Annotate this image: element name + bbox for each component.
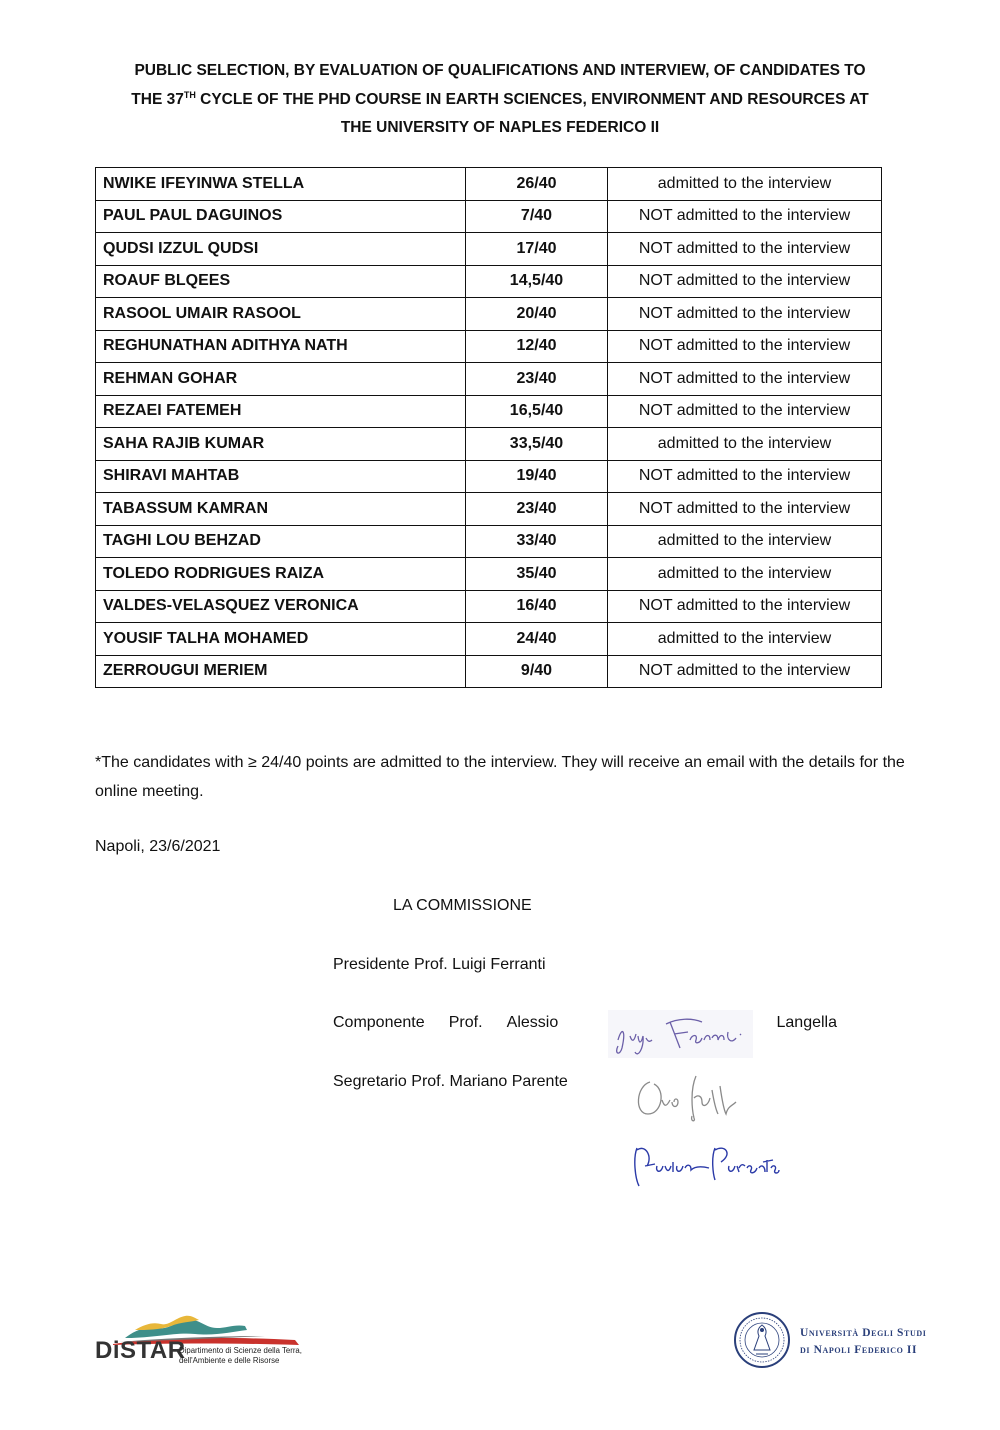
candidate-outcome: admitted to the interview bbox=[608, 558, 882, 591]
title-line-2-end: CYCLE OF THE PHD COURSE IN EARTH SCIENCES, ENVIRONMENT AND RESOURCES AT bbox=[195, 90, 869, 108]
commission-president: Presidente Prof. Luigi Ferranti bbox=[333, 956, 546, 973]
candidate-name: TOLEDO RODRIGUES RAIZA bbox=[96, 558, 466, 591]
candidate-score: 26/40 bbox=[466, 168, 608, 201]
commission-title: LA COMMISSIONE bbox=[393, 897, 532, 914]
candidate-name: TABASSUM KAMRAN bbox=[96, 493, 466, 526]
candidate-name: PAUL PAUL DAGUINOS bbox=[96, 200, 466, 233]
candidate-outcome: NOT admitted to the interview bbox=[608, 460, 882, 493]
title-line-3: THE UNIVERSITY OF NAPLES FEDERICO II bbox=[340, 119, 660, 136]
results-table bbox=[95, 167, 882, 688]
candidate-outcome: admitted to the interview bbox=[608, 428, 882, 461]
candidate-score: 23/40 bbox=[466, 363, 608, 396]
member-last-name: Langella bbox=[776, 1014, 837, 1031]
distar-logo bbox=[95, 1312, 310, 1372]
candidate-outcome: NOT admitted to the interview bbox=[608, 363, 882, 396]
table-row bbox=[96, 590, 882, 623]
commission-member bbox=[333, 1014, 837, 1032]
results-table-body bbox=[96, 168, 882, 688]
table-row bbox=[96, 493, 882, 526]
table-row bbox=[96, 558, 882, 591]
candidate-name: QUDSI IZZUL QUDSI bbox=[96, 233, 466, 266]
table-row bbox=[96, 298, 882, 331]
candidate-score: 33/40 bbox=[466, 525, 608, 558]
distar-department-name bbox=[179, 1346, 302, 1366]
table-row bbox=[96, 623, 882, 656]
candidate-name: REGHUNATHAN ADITHYA NATH bbox=[96, 330, 466, 363]
candidate-outcome: NOT admitted to the interview bbox=[608, 493, 882, 526]
candidate-outcome: NOT admitted to the interview bbox=[608, 330, 882, 363]
candidate-score: 12/40 bbox=[466, 330, 608, 363]
table-row bbox=[96, 525, 882, 558]
admission-note: *The candidates with ≥ 24/40 points are admitted to the interview. They will receive an email with the details for the online meeting. bbox=[95, 754, 905, 800]
candidate-outcome: admitted to the interview bbox=[608, 168, 882, 201]
distar-wordmark: DiSTAR bbox=[95, 1337, 186, 1364]
candidate-name: ROAUF BLQEES bbox=[96, 265, 466, 298]
candidate-score: 23/40 bbox=[466, 493, 608, 526]
candidate-score: 17/40 bbox=[466, 233, 608, 266]
candidate-name: TAGHI LOU BEHZAD bbox=[96, 525, 466, 558]
signature-langella bbox=[632, 1070, 747, 1125]
table-row bbox=[96, 655, 882, 688]
title-line-1: PUBLIC SELECTION, BY EVALUATION OF QUALIFICATIONS AND INTERVIEW, OF CANDIDATES TO bbox=[134, 62, 866, 79]
candidate-score: 16/40 bbox=[466, 590, 608, 623]
table-row bbox=[96, 330, 882, 363]
member-title: Prof. bbox=[448, 1014, 483, 1031]
signature-parente bbox=[625, 1138, 780, 1190]
candidate-score: 14,5/40 bbox=[466, 265, 608, 298]
candidate-score: 9/40 bbox=[466, 655, 608, 688]
signature-ferranti bbox=[608, 1008, 753, 1060]
candidate-name: SAHA RAJIB KUMAR bbox=[96, 428, 466, 461]
candidate-name: REHMAN GOHAR bbox=[96, 363, 466, 396]
table-row bbox=[96, 460, 882, 493]
candidate-outcome: NOT admitted to the interview bbox=[608, 233, 882, 266]
candidate-name: REZAEI FATEMEH bbox=[96, 395, 466, 428]
document-title bbox=[60, 57, 940, 143]
candidate-name: YOUSIF TALHA MOHAMED bbox=[96, 623, 466, 656]
title-ordinal-suffix: TH bbox=[183, 89, 196, 100]
candidate-score: 33,5/40 bbox=[466, 428, 608, 461]
candidate-score: 20/40 bbox=[466, 298, 608, 331]
unina-name-line-1: Università Degli Studi bbox=[800, 1327, 927, 1339]
candidate-score: 7/40 bbox=[466, 200, 608, 233]
title-line-2-start: THE 37 bbox=[131, 90, 184, 108]
candidate-name: NWIKE IFEYINWA STELLA bbox=[96, 168, 466, 201]
member-first-name: Alessio bbox=[506, 1014, 559, 1031]
candidate-outcome: NOT admitted to the interview bbox=[608, 655, 882, 688]
unina-name bbox=[800, 1325, 926, 1359]
candidate-outcome: admitted to the interview bbox=[608, 525, 882, 558]
member-role: Componente bbox=[333, 1014, 425, 1031]
table-row bbox=[96, 428, 882, 461]
table-row bbox=[96, 233, 882, 266]
table-row bbox=[96, 363, 882, 396]
candidate-score: 35/40 bbox=[466, 558, 608, 591]
title-line-2 bbox=[60, 86, 940, 115]
table-row bbox=[96, 168, 882, 201]
candidate-score: 19/40 bbox=[466, 460, 608, 493]
candidate-outcome: NOT admitted to the interview bbox=[608, 298, 882, 331]
candidate-score: 24/40 bbox=[466, 623, 608, 656]
candidate-name: ZERROUGUI MERIEM bbox=[96, 655, 466, 688]
unina-logo bbox=[732, 1310, 932, 1370]
candidate-score: 16,5/40 bbox=[466, 395, 608, 428]
candidate-outcome: NOT admitted to the interview bbox=[608, 590, 882, 623]
candidate-name: SHIRAVI MAHTAB bbox=[96, 460, 466, 493]
unina-name-line-2: di Napoli Federico II bbox=[800, 1344, 918, 1356]
commission-secretary: Segretario Prof. Mariano Parente bbox=[333, 1073, 568, 1090]
distar-department-line-2: dell'Ambiente e delle Risorse bbox=[179, 1356, 280, 1365]
unina-seal-icon bbox=[732, 1310, 792, 1370]
candidate-outcome: admitted to the interview bbox=[608, 623, 882, 656]
table-row bbox=[96, 200, 882, 233]
candidate-outcome: NOT admitted to the interview bbox=[608, 200, 882, 233]
place-date: Napoli, 23/6/2021 bbox=[95, 838, 221, 855]
table-row bbox=[96, 395, 882, 428]
candidate-outcome: NOT admitted to the interview bbox=[608, 265, 882, 298]
candidate-name: VALDES-VELASQUEZ VERONICA bbox=[96, 590, 466, 623]
candidate-name: RASOOL UMAIR RASOOL bbox=[96, 298, 466, 331]
distar-department-line-1: Dipartimento di Scienze della Terra, bbox=[179, 1346, 302, 1355]
table-row bbox=[96, 265, 882, 298]
candidate-outcome: NOT admitted to the interview bbox=[608, 395, 882, 428]
